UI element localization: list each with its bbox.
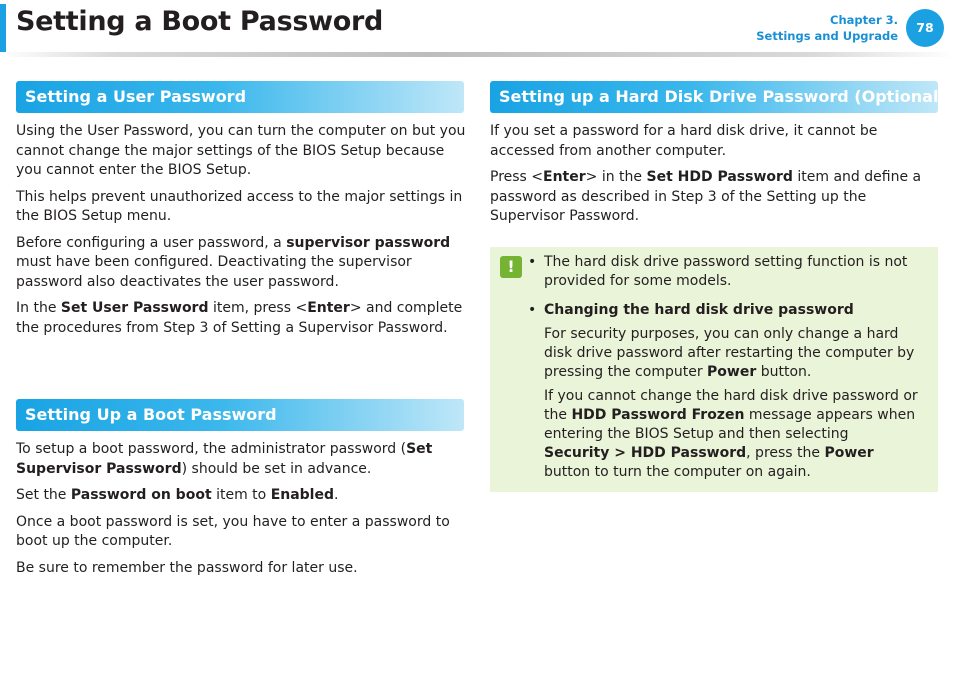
bold-term: supervisor password xyxy=(286,234,451,251)
bold-term: Changing the hard disk drive password xyxy=(544,302,854,318)
text: item to xyxy=(211,487,271,503)
text: must have been configured. Deactivating the supervisor password also deactivates the user password. xyxy=(16,254,412,290)
paragraph xyxy=(16,486,468,506)
text: In the xyxy=(16,300,61,316)
header-divider xyxy=(0,52,954,57)
page-title: Setting a Boot Password xyxy=(16,6,384,37)
section-heading-text: Setting up a Hard Disk Drive Password (Optional) xyxy=(499,87,946,106)
bold-term: Enter xyxy=(543,169,586,185)
text: . xyxy=(334,487,339,503)
paragraph xyxy=(16,299,468,338)
page-number-badge: 78 xyxy=(906,9,944,47)
section-heading-boot-password xyxy=(16,399,464,431)
text: item, press < xyxy=(208,300,308,316)
text: message appears when entering the BIOS Setup and then selecting xyxy=(544,407,916,442)
text: If you cannot change the hard disk drive password or the xyxy=(544,388,918,423)
section-heading-text: Setting Up a Boot Password xyxy=(25,405,277,424)
text: Before configuring a user password, a xyxy=(16,234,287,251)
text: Press < xyxy=(490,169,544,185)
bold-term: Enter xyxy=(307,300,350,316)
bold-term: HDD Password Frozen xyxy=(571,407,745,423)
text: button. xyxy=(756,364,812,380)
paragraph: This helps prevent unauthorized access to the major settings in the BIOS Setup menu. xyxy=(16,188,463,224)
text: item and define a password as described in Step 3 of the Setting up the Supervisor Password. xyxy=(490,169,922,224)
bold-term: Enabled xyxy=(270,487,335,503)
paragraph xyxy=(16,234,468,293)
text: button to turn the computer on again. xyxy=(544,464,811,480)
section-heading-user-password xyxy=(16,81,464,113)
user-password-body xyxy=(16,122,468,345)
title-accent-bar xyxy=(0,4,6,52)
list-item xyxy=(528,253,918,291)
caution-note-box xyxy=(490,247,938,492)
text: Set the xyxy=(16,487,71,503)
paragraph: Using the User Password, you can turn the computer on but you cannot change the major settings of the BIOS Setup because you cannot enter the BIOS Setup. xyxy=(16,123,466,178)
paragraph xyxy=(490,168,938,227)
chapter-number: Chapter 3. xyxy=(830,13,898,27)
paragraph: If you set a password for a hard disk drive, it cannot be accessed from another computer. xyxy=(490,123,878,159)
chapter-title: Settings and Upgrade xyxy=(756,29,898,43)
bold-term: Set User Password xyxy=(60,300,209,316)
bold-term: Security > HDD Password xyxy=(544,445,747,461)
bold-term: Power xyxy=(707,364,757,380)
text: > and complete the procedures from Step 3 of Setting a Supervisor Password. xyxy=(16,300,463,336)
bold-term: Set HDD Password xyxy=(646,169,793,185)
boot-password-body xyxy=(16,440,468,585)
text: To setup a boot password, the administrator password ( xyxy=(16,441,407,457)
bold-term: Power xyxy=(824,445,874,461)
paragraph: Once a boot password is set, you have to enter a password to boot up the computer. xyxy=(16,513,450,549)
note-list xyxy=(528,253,918,492)
list-item xyxy=(528,301,918,482)
section-heading-text: Setting a User Password xyxy=(25,87,247,106)
exclamation-icon: ! xyxy=(500,256,522,278)
bold-term: Set Supervisor Password xyxy=(16,441,433,477)
chapter-label xyxy=(756,12,898,44)
note-subtitle xyxy=(544,301,918,320)
text: For security purposes, you can only change a hard disk drive password after restarting the computer by pressing the computer xyxy=(544,326,915,380)
note-text: The hard disk drive password setting function is not provided for some models. xyxy=(544,254,908,289)
text: > in the xyxy=(585,169,647,185)
bold-term: Password on boot xyxy=(70,487,212,503)
section-heading-hdd-password xyxy=(490,81,946,113)
note-text xyxy=(544,387,918,482)
bullet: • xyxy=(528,302,537,318)
paragraph: Be sure to remember the password for later use. xyxy=(16,559,358,576)
bullet: • xyxy=(528,254,537,270)
note-text xyxy=(544,325,918,382)
hdd-password-body xyxy=(490,122,938,234)
text: , press the xyxy=(746,445,825,461)
paragraph xyxy=(16,440,468,479)
text: ) should be set in advance. xyxy=(181,460,372,477)
